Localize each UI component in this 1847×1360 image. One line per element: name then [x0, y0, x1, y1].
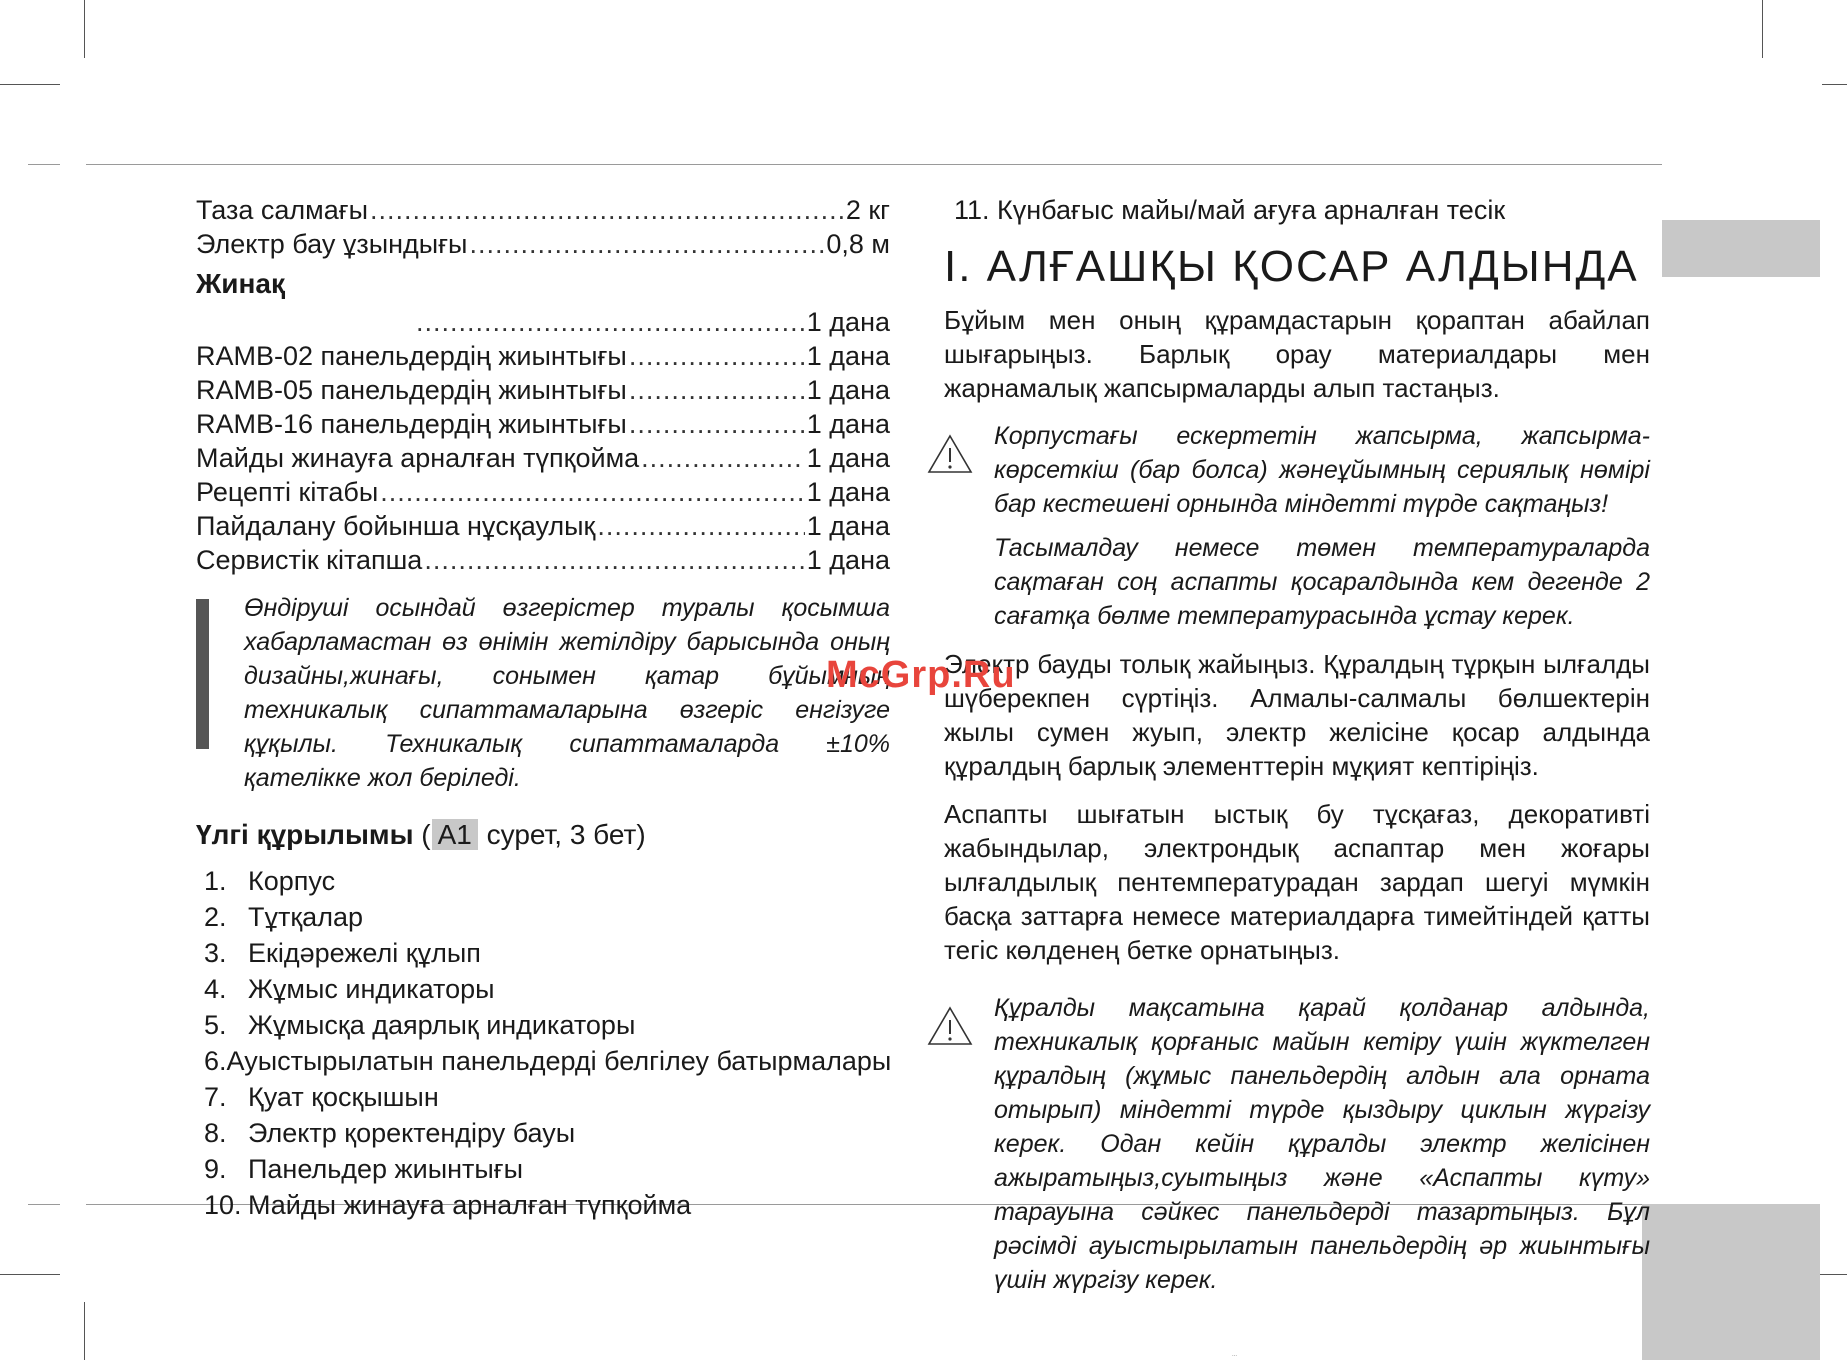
kit-value: 1 дана — [806, 477, 890, 507]
kit-item — [196, 441, 890, 475]
part-11: 11. Күнбағыс майы/май ағуға арналған тесік — [954, 195, 1506, 225]
spec-net-weight — [196, 193, 890, 227]
kit-value: 1 дана — [806, 443, 890, 473]
kit-item — [196, 339, 890, 373]
part-text: Жұмыс индикаторы — [248, 974, 495, 1004]
part-number: 5. — [204, 1010, 227, 1040]
manufacturer-note — [196, 591, 890, 795]
part-number: 8. — [204, 1118, 227, 1148]
page-number-tab — [1642, 1204, 1820, 1360]
kit-value: 1 дана — [806, 545, 890, 575]
kit-title: Жинақ — [196, 268, 286, 299]
kit-item — [196, 373, 890, 407]
top-rule-left — [28, 164, 60, 165]
spec-value: 0,8 м — [826, 229, 890, 259]
kit-label: Рецепті кітабы — [196, 477, 379, 507]
note-bar — [196, 599, 209, 749]
spec-label: Электр бау ұзындығы — [196, 229, 468, 259]
left-column — [196, 193, 890, 1223]
figure-suffix: сурет, 3 бет) — [478, 819, 646, 850]
part-text: Жұмысқа даярлық индикаторы — [248, 1010, 636, 1040]
cord-paragraph: Электр бауды толық жайыңыз. Құралдың тұрқын ылғалды шүберекпен сүртіңіз. Алмалы-салмалы бөлшектерін жылы сумен жуып, электр желісіне қосар алдында құралдың барлық элементтерін мұқият кептіріңіз. — [944, 649, 1650, 781]
leader-dots — [629, 339, 805, 373]
section-heading: I. АЛҒАШҚЫ ҚОСАР АЛДЫНДА — [944, 242, 1639, 291]
warning-text: Тасымалдау немесе төмен температураларда сақтаған соң аспапты қосаралдында кем дегенде 2 сағатқа бөлме температурасында ұстау керек. — [994, 534, 1650, 630]
leader-dots — [424, 543, 804, 577]
warning-block-2 — [944, 991, 1650, 1297]
warning-text: Құралды мақсатына қарай қолданар алдында, техникалық қорғаныс майын кетіру үшін жүктелген құралдың (жұмыс панельдердің алдын ала орната отырып) міндетті түрде қыздыру циклын жүргізу керек. Одан кейін құралды электр желісінен ажыратыңыз,суытыңыз және «Аспапты күту» тарауына сәйкес панельдерді тазартыңыз. Бұл рәсімді ауыстырылатын панельдердің әр жиынтығы үшін жүргізу керек. — [994, 994, 1650, 1294]
list-item — [196, 1043, 890, 1079]
crop-mark — [84, 0, 85, 58]
warning-block-1 — [944, 419, 1650, 633]
paren-open: ( — [421, 819, 431, 850]
part-number: 4. — [204, 974, 227, 1004]
list-item — [196, 1115, 890, 1151]
part-number: 1. — [204, 866, 227, 896]
crop-mark — [0, 84, 60, 85]
part-number: 10. — [204, 1190, 242, 1220]
leader-dots — [629, 373, 805, 407]
kit-value: 1 дана — [806, 409, 890, 439]
leader-dots — [370, 193, 844, 227]
spec-cord-length — [196, 227, 890, 261]
kit-label: Сервистік кітапша — [196, 545, 423, 575]
manufacturer-note-text: Өндіруші осындай өзгерістер туралы қосымша хабарламастан өз өнімін жетілдіру барысында оның дизайны,жинағы, сонымен қатар бұйымның техникалық сипаттамаларына өзгеріс енгізуге құқылы. Техникалық сипаттамаларда ±10% қателікке жол беріледі. — [244, 594, 890, 792]
kit-item — [196, 543, 890, 577]
part-text: Майды жинауға арналған түпқойма — [248, 1190, 692, 1220]
section-tab — [1662, 220, 1820, 277]
kit-item — [196, 509, 890, 543]
unpack-paragraph: Бұйым мен оның құрамдастарын қораптан абайлап шығарыңыз. Барлық орау материалдары мен жарнамалық жапсырмаларды алып тастаңыз. — [944, 305, 1650, 403]
list-item — [196, 935, 890, 971]
part-text: Ауыстырылатын панельдерді белгілеу батырмалары — [226, 1046, 892, 1076]
kit-value: 1 дана — [806, 511, 890, 541]
right-column — [944, 193, 1650, 1297]
spec-label: Таза салмағы — [196, 195, 368, 225]
top-rule — [86, 164, 1662, 165]
list-item — [196, 1007, 890, 1043]
leader-dots — [416, 305, 805, 339]
list-item — [196, 863, 890, 899]
kit-item — [196, 475, 890, 509]
part-text: Корпус — [248, 866, 336, 896]
watermark: McGrp.Ru — [826, 654, 1016, 696]
list-item — [196, 899, 890, 935]
list-item — [196, 1079, 890, 1115]
crop-mark — [1822, 84, 1847, 85]
leader-dots — [641, 441, 805, 475]
list-item — [196, 971, 890, 1007]
part-number: 3. — [204, 938, 227, 968]
part-text: Екідәрежелі құлып — [248, 938, 481, 968]
part-text: Қуат қосқышын — [248, 1082, 439, 1112]
kit-item — [196, 407, 890, 441]
leader-dots — [380, 475, 805, 509]
kit-label: Майды жинауға арналған түпқойма — [196, 443, 640, 473]
crop-mark — [0, 1274, 60, 1275]
warning-triangle-icon — [926, 1005, 974, 1047]
list-item — [196, 1151, 890, 1187]
kit-value: 1 дана — [806, 341, 890, 371]
kit-label: RAMB-16 панельдердің жиынтығы — [196, 409, 627, 439]
part-number: 6. — [204, 1046, 227, 1076]
list-item — [196, 1187, 890, 1223]
part-number: 2. — [204, 902, 227, 932]
leader-dots — [469, 227, 824, 261]
part-text: Электр қоректендіру бауы — [248, 1118, 576, 1148]
leader-dots — [629, 407, 805, 441]
kit-item — [196, 305, 890, 339]
kit-label: Пайдалану бойынша нұсқаулық — [196, 511, 596, 541]
kit-label: RAMB-02 панельдердің жиынтығы — [196, 341, 627, 371]
warning-triangle-icon — [926, 433, 974, 475]
leader-dots — [597, 509, 804, 543]
placement-paragraph: Аспапты шығатын ыстық бу тұсқағаз, декоративті жабындылар, электрондық аспаптар мен жоғары ылғалдылық пентемпературадан зардап шегуі мүмкін басқа заттарға немесе материалдарға тимейтіндей қатты тегіс көлденең бетке орнатыңыз. — [944, 799, 1650, 965]
bottom-rule-left — [28, 1204, 60, 1205]
parts-list — [196, 863, 890, 1223]
structure-title-text: Үлгі құрылымы — [196, 819, 414, 850]
spec-value: 2 кг — [845, 195, 890, 225]
kit-value: 1 дана — [806, 307, 890, 337]
crop-mark — [1762, 0, 1763, 58]
footer-fine-print: ... — [1232, 1352, 1238, 1358]
part-number: 7. — [204, 1082, 227, 1112]
kit-value: 1 дана — [806, 375, 890, 405]
structure-title — [196, 815, 890, 855]
part-number: 9. — [204, 1154, 227, 1184]
kit-label: RAMB-05 панельдердің жиынтығы — [196, 375, 627, 405]
part-text: Панельдер жиынтығы — [248, 1154, 524, 1184]
crop-mark — [84, 1302, 85, 1360]
part-text: Тұтқалар — [248, 902, 363, 932]
warning-text: Корпустағы ескертетін жапсырма, жапсырма-көрсеткіш (бар болса) жәнеұйымның сериялық нөмірі бар кестешені орнында міндетті түрде сақтаңыз! — [994, 422, 1650, 518]
figure-ref: A1 — [432, 819, 478, 850]
